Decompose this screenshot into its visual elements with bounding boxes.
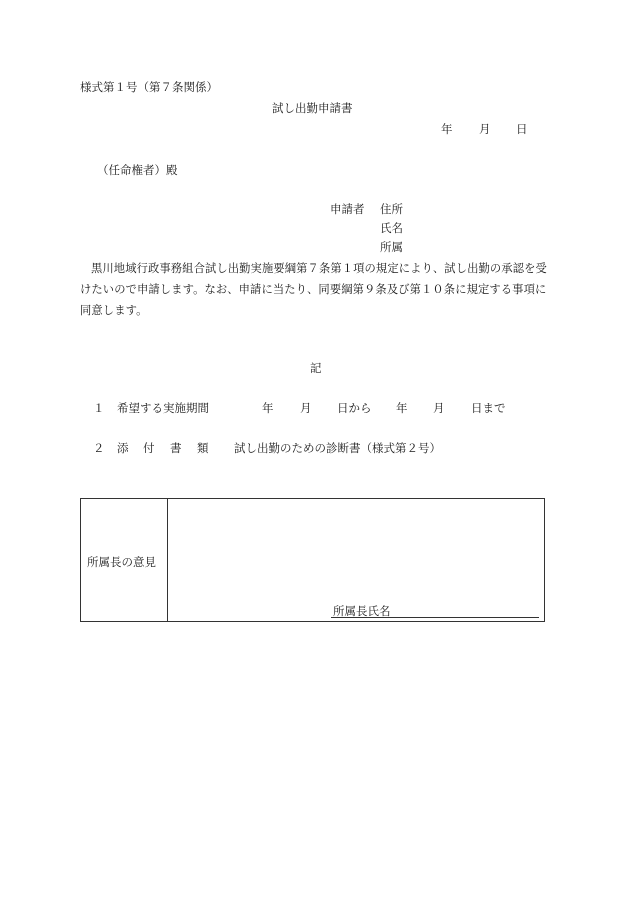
signature-line[interactable] <box>331 617 539 618</box>
applicant-name-label: 氏名 <box>380 221 403 235</box>
note-heading: 記 <box>310 361 322 375</box>
body-paragraph: 黒川地域行政事務組合試し出勤実施要綱第７条第１項の規定により、試し出勤の承認を受けたいので申請します。なお、申請に当たり、同要綱第９条及び第１０条に規定する事項に同意します。 <box>80 262 547 317</box>
signature-label: 所属長氏名 <box>333 604 391 618</box>
opinion-box <box>80 498 545 622</box>
document-title: 試し出勤申請書 <box>272 101 353 115</box>
addressee: （任命権者）殿 <box>97 163 178 177</box>
end-day: 日まで <box>471 401 506 415</box>
applicant-label: 申請者 <box>330 202 365 216</box>
item-number: ２ <box>93 441 105 455</box>
item-number: １ <box>93 401 105 415</box>
item-value: 試し出勤のための診断書（様式第２号） <box>234 441 441 455</box>
item-label-char: 書 <box>170 441 182 455</box>
date-month: 月 <box>479 122 491 136</box>
applicant-affiliation-label: 所属 <box>380 240 403 254</box>
table-divider <box>167 499 168 621</box>
end-month: 月 <box>433 401 445 415</box>
start-month: 月 <box>300 401 312 415</box>
start-year: 年 <box>262 401 274 415</box>
item-label-char: 付 <box>143 441 155 455</box>
opinion-label: 所属長の意見 <box>87 555 156 569</box>
item-label-char: 類 <box>197 441 209 455</box>
item-label-char: 添 <box>117 441 129 455</box>
end-year: 年 <box>396 401 408 415</box>
start-day: 日から <box>337 401 372 415</box>
form-number: 様式第１号（第７条関係） <box>80 80 218 94</box>
item-label: 希望する実施期間 <box>117 401 209 415</box>
date-year: 年 <box>441 122 453 136</box>
applicant-address-label: 住所 <box>380 202 403 216</box>
date-day: 日 <box>516 122 528 136</box>
